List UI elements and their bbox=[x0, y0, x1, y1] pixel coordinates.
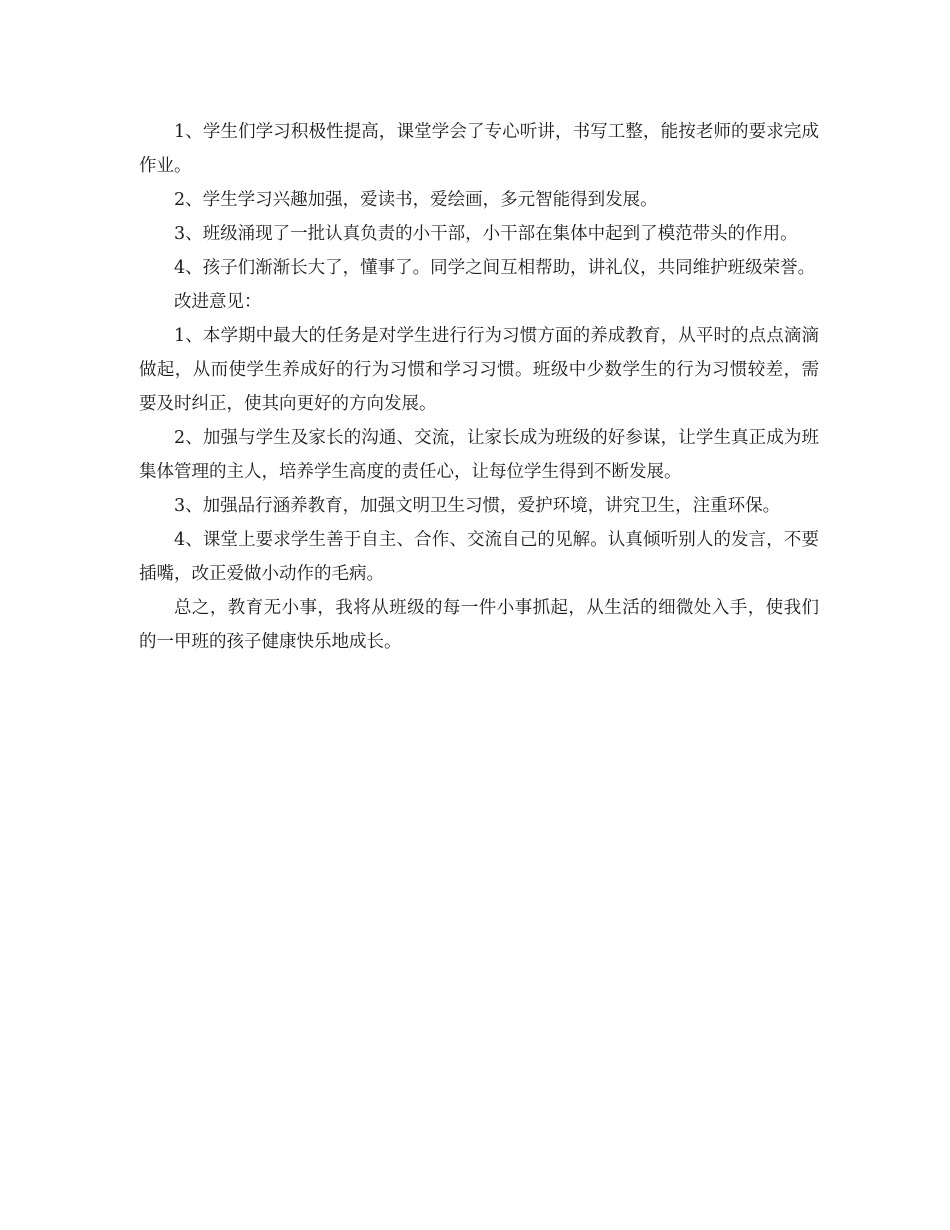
improvement-paragraph-3: 3、加强品行涵养教育，加强文明卫生习惯，爱护环境，讲究卫生，注重环保。 bbox=[174, 496, 781, 516]
achievement-paragraph-1: 1、学生们学习积极性提高，课堂学会了专心听讲，书写工整，能按老师的要求完成作业。 bbox=[139, 122, 819, 176]
improvement-paragraph-4: 4、课堂上要求学生善于自主、合作、交流自己的见解。认真倾听别人的发言，不要插嘴，改正爱做小动作的毛病。 bbox=[139, 530, 819, 584]
achievement-paragraph-2: 2、学生学习兴趣加强，爱读书，爱绘画，多元智能得到发展。 bbox=[174, 190, 658, 210]
achievement-paragraph-4: 4、孩子们渐渐长大了，懂事了。同学之间互相帮助，讲礼仪，共同维护班级荣誉。 bbox=[174, 258, 816, 278]
section-heading-improvements: 改进意见： bbox=[174, 292, 262, 312]
improvement-paragraph-2: 2、加强与学生及家长的沟通、交流，让家长成为班级的好参谋，让学生真正成为班集体管理的主人，培养学生高度的责任心，让每位学生得到不断发展。 bbox=[139, 428, 819, 482]
document-body bbox=[139, 115, 819, 659]
improvement-paragraph-1: 1、本学期中最大的任务是对学生进行行为习惯方面的养成教育，从平时的点点滴滴做起，从而使学生养成好的行为习惯和学习习惯。班级中少数学生的行为习惯较差，需要及时纠正，使其向更好的方向发展。 bbox=[139, 326, 819, 414]
conclusion-paragraph: 总之，教育无小事，我将从班级的每一件小事抓起，从生活的细微处入手，使我们的一甲班的孩子健康快乐地成长。 bbox=[139, 598, 819, 652]
achievement-paragraph-3: 3、班级涌现了一批认真负责的小干部，小干部在集体中起到了模范带头的作用。 bbox=[174, 224, 798, 244]
